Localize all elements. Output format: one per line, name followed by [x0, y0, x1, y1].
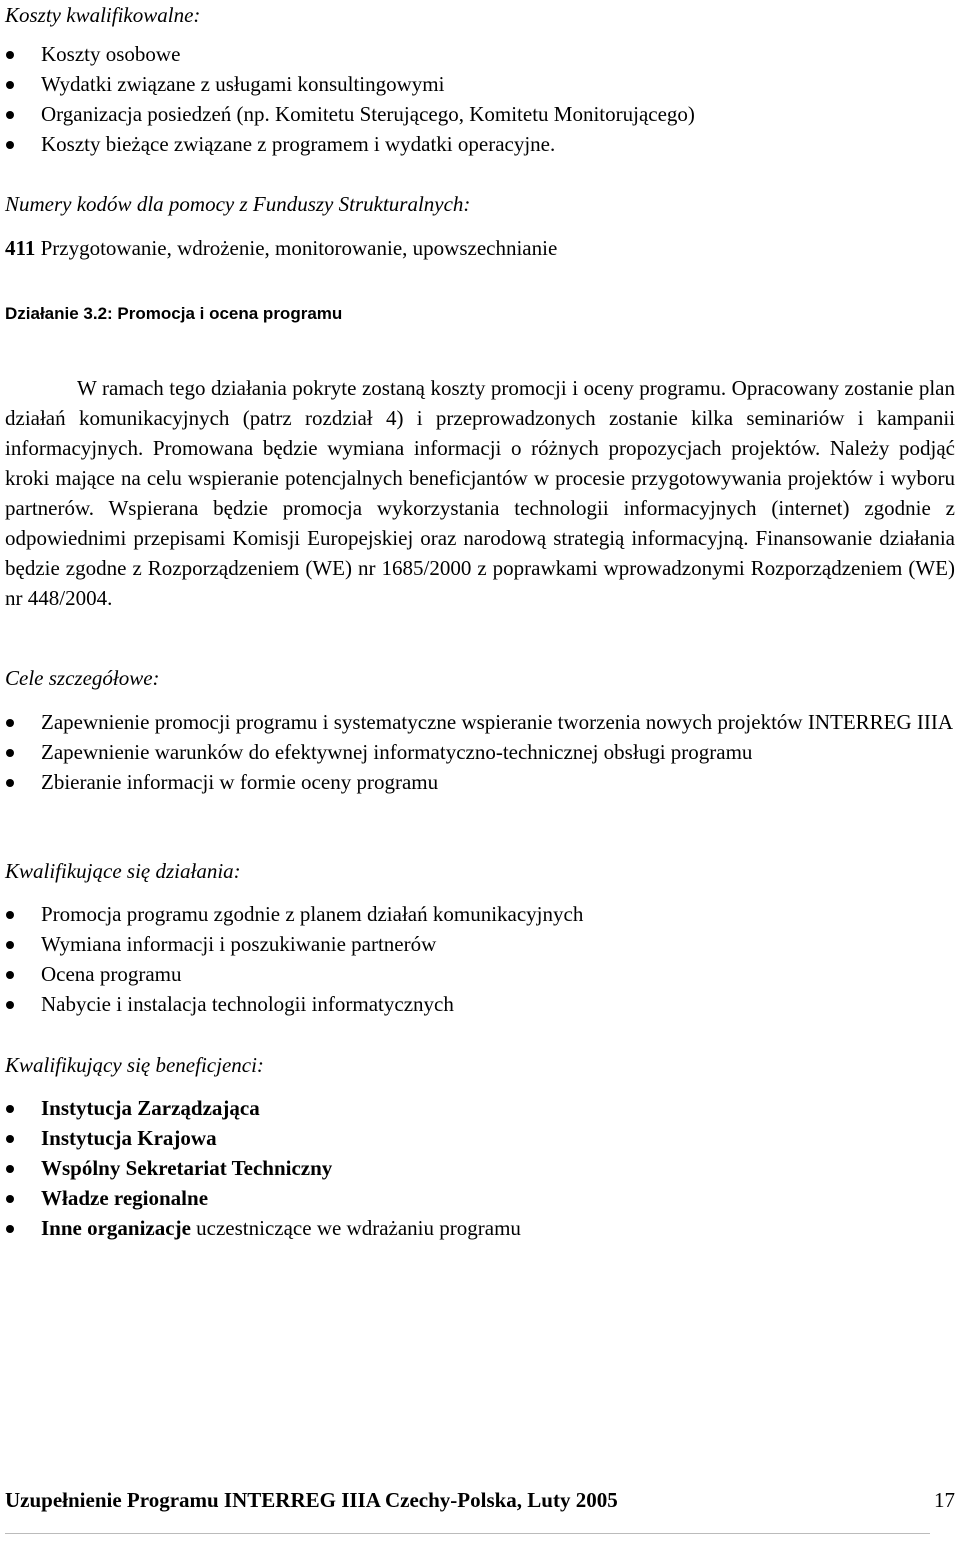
list-item: Promocja programu zgodnie z planem działań komunikacyjnych [5, 899, 955, 929]
section-title: Działanie 3.2: Promocja i ocena programu [5, 304, 343, 323]
action-paragraph-text: W ramach tego działania pokryte zostaną koszty promocji i oceny programu. Opracowany zostanie plan działań komunikacyjnych (patrz rozdział 4) i przeprowadzonych zostanie kilka seminariów i kampanii informacyjnych. Promowana będzie wymiana informacji o różnych propozycjach projektów. Należy podjąć kroki mające na celu wspieranie potencjalnych beneficjantów w procesie przygotowywania projektów i wyboru partnerów. Wspierana będzie promocja wykorzystania technologii informacyjnych (internet) zgodnie z odpowiednimi przepisami Komisji Europejskiej oraz narodową strategią informacyjną. Finansowanie działania będzie zgodne z Rozporządzeniem (WE) nr 1685/2000 z poprawkami wprowadzonymi Rozporządzeniem (WE) nr 448/2004. [5, 376, 955, 610]
footer-title: Uzupełnienie Programu INTERREG IIIA Czechy-Polska, Luty 2005 [5, 1488, 618, 1512]
footer-divider [5, 1533, 930, 1534]
list-item: Władze regionalne [5, 1183, 955, 1213]
activities-heading: Kwalifikujące się działania: [5, 859, 241, 883]
code-text: Przygotowanie, wdrożenie, monitorowanie, upowszechnianie [35, 236, 558, 260]
list-item: Koszty bieżące związane z programem i wydatki operacyjne. [5, 129, 955, 159]
beneficiaries-heading: Kwalifikujący się beneficjenci: [5, 1053, 264, 1077]
list-item: Wspólny Sekretariat Techniczny [5, 1153, 955, 1183]
costs-heading: Koszty kwalifikowalne: [5, 3, 201, 27]
beneficiary-bold-text: Inne organizacje [41, 1216, 191, 1240]
activities-list [5, 899, 955, 1019]
list-item: Organizacja posiedzeń (np. Komitetu Sterującego, Komitetu Monitorującego) [5, 99, 955, 129]
list-item: Zapewnienie warunków do efektywnej informatyczno-technicznej obsługi programu [5, 737, 955, 767]
page-footer [5, 1485, 955, 1515]
list-item: Koszty osobowe [5, 39, 955, 69]
list-item: Instytucja Krajowa [5, 1123, 955, 1153]
list-item [5, 1213, 955, 1243]
list-item: Instytucja Zarządzająca [5, 1093, 955, 1123]
list-item: Ocena programu [5, 959, 955, 989]
beneficiaries-list [5, 1093, 955, 1243]
code-number: 411 [5, 236, 36, 260]
list-item: Zbieranie informacji w formie oceny programu [5, 767, 955, 797]
list-item: Zapewnienie promocji programu i systematyczne wspieranie tworzenia nowych projektów INTERREG IIIA [5, 707, 955, 737]
objectives-heading: Cele szczegółowe: [5, 666, 160, 690]
code-line [5, 233, 557, 263]
costs-list [5, 39, 955, 159]
list-item: Wydatki związane z usługami konsultingowymi [5, 69, 955, 99]
list-item: Nabycie i instalacja technologii informatycznych [5, 989, 955, 1019]
page-number: 17 [934, 1488, 955, 1512]
action-paragraph [5, 373, 955, 613]
codes-heading: Numery kodów dla pomocy z Funduszy Strukturalnych: [5, 192, 471, 216]
objectives-list [5, 707, 955, 797]
list-item: Wymiana informacji i poszukiwanie partnerów [5, 929, 955, 959]
beneficiary-rest-text: uczestniczące we wdrażaniu programu [190, 1216, 521, 1240]
